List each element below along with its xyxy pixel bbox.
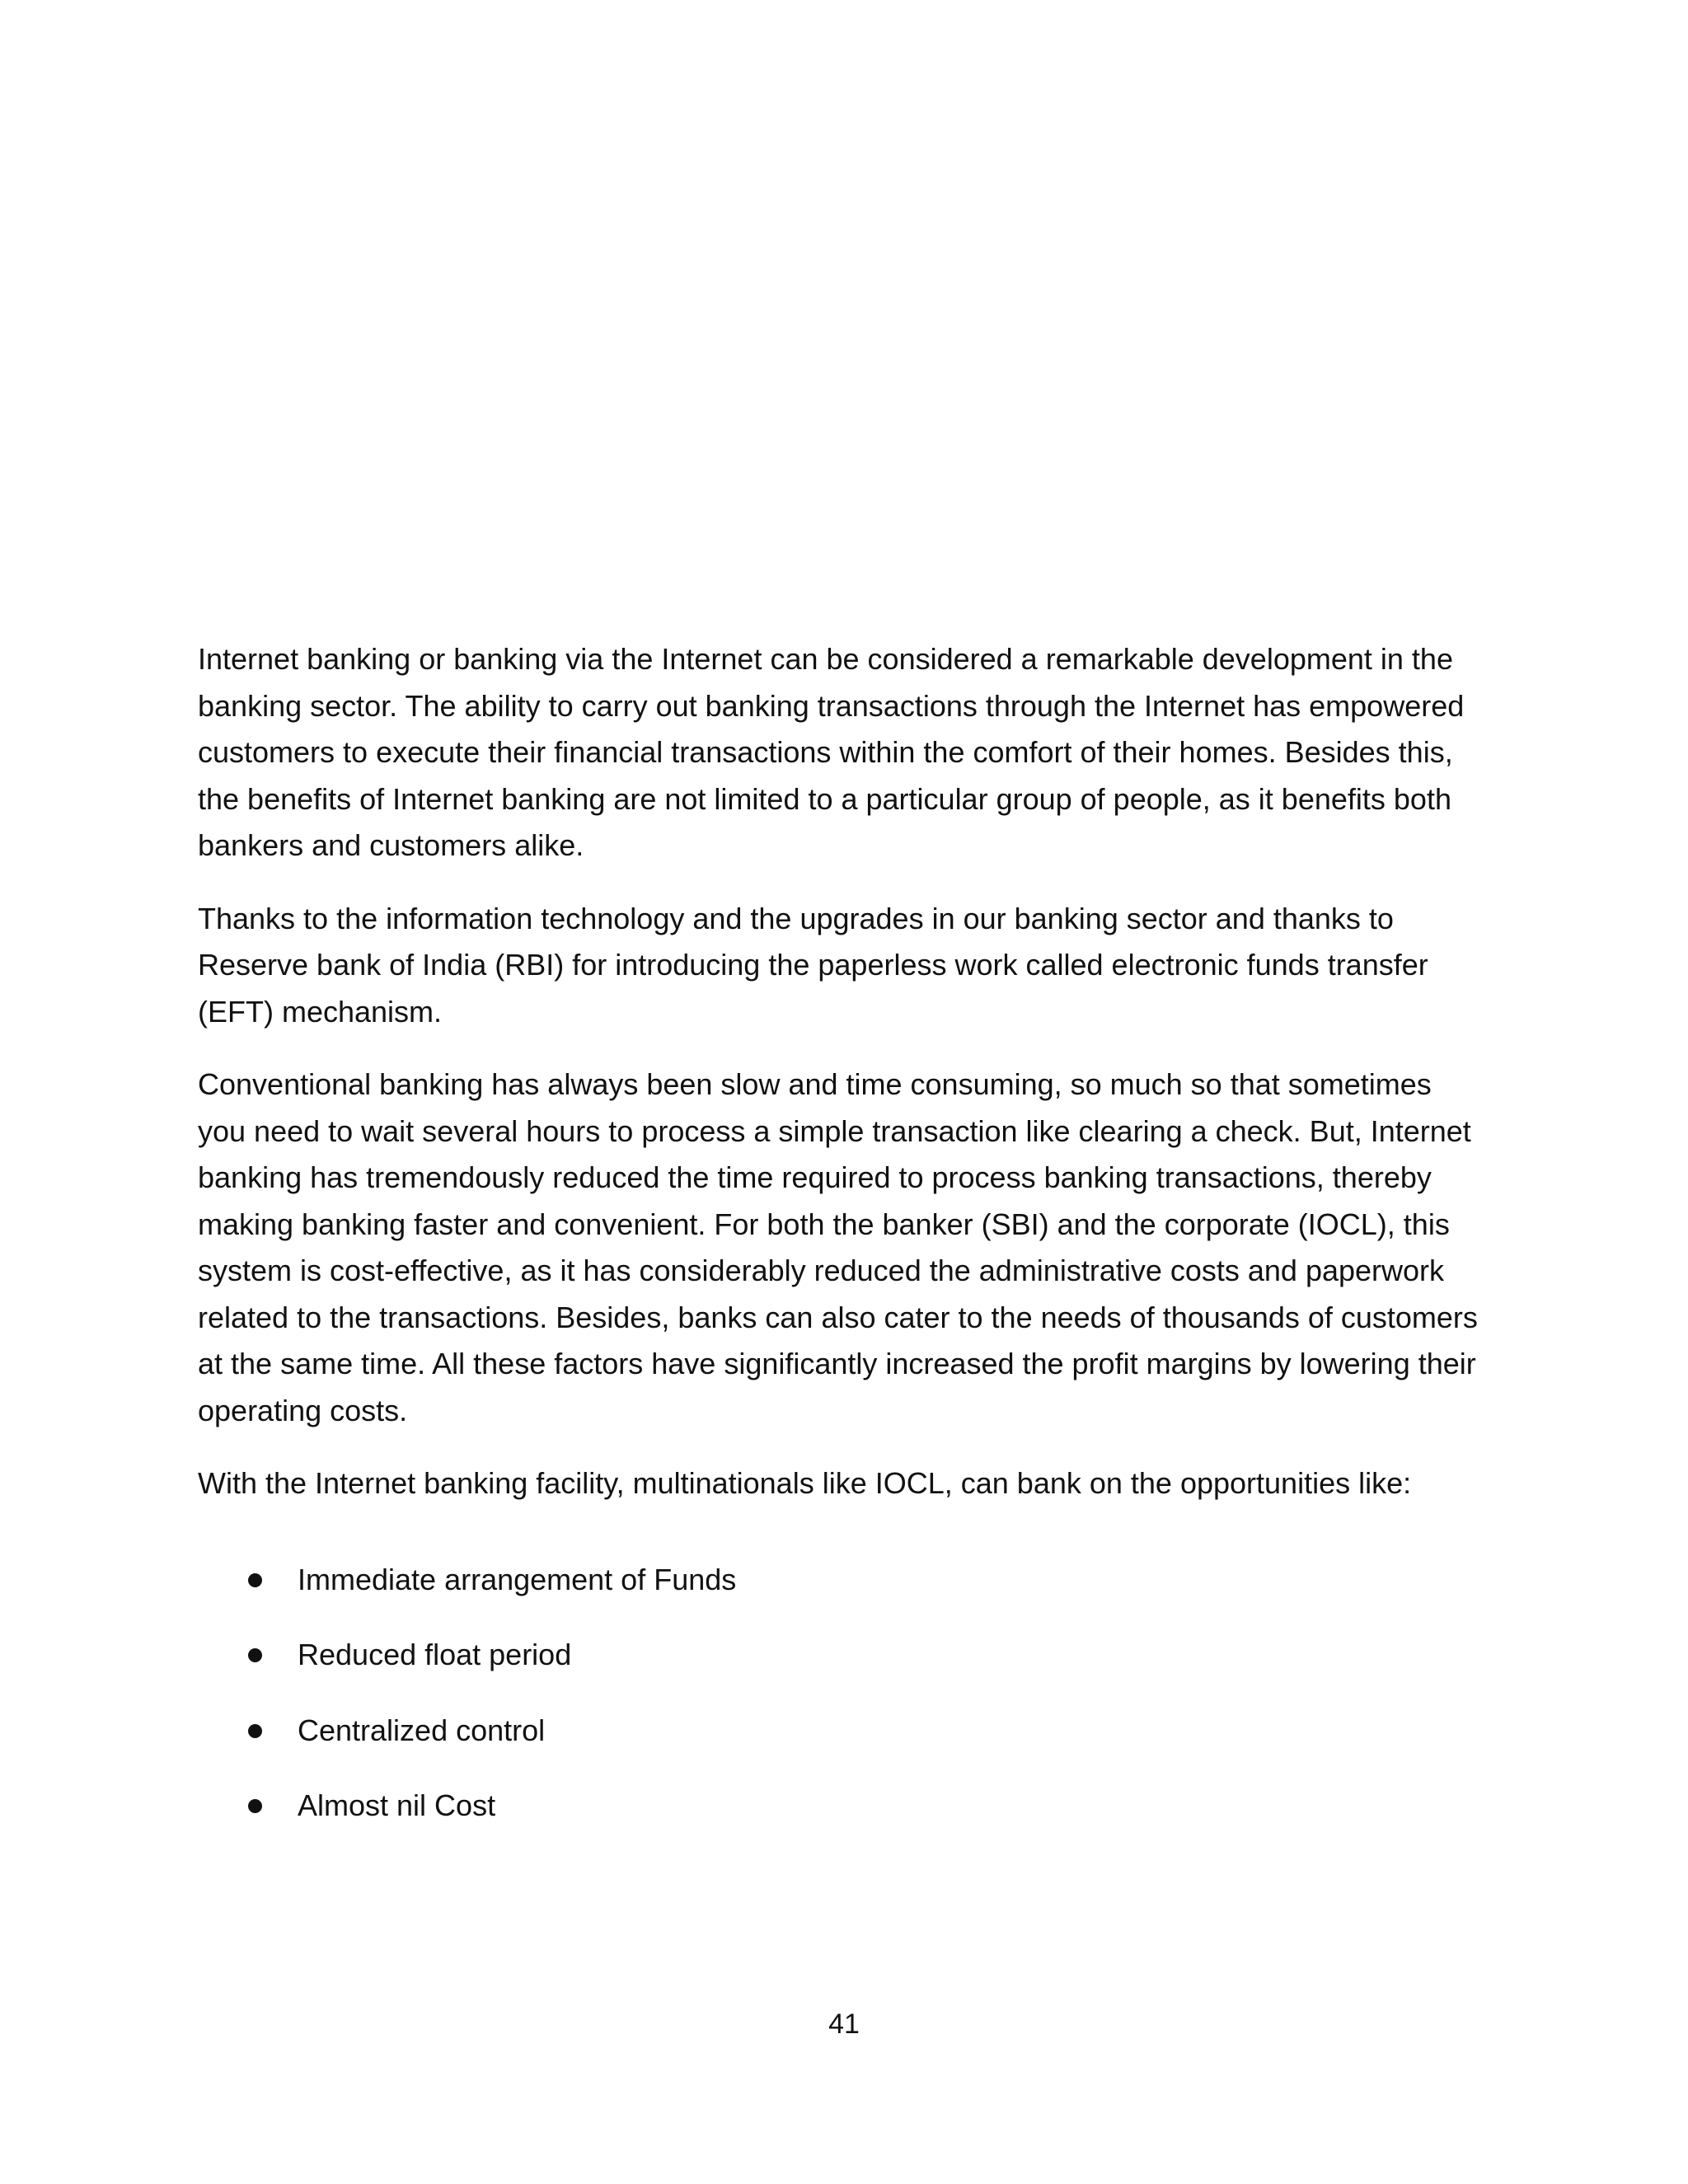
list-item	[198, 1557, 1484, 1603]
paragraph-conventional-banking: Conventional banking has always been slow and time consuming, so much so that sometimes you need to wait several hours to process a simple transaction like clearing a check. But, Internet banking has tremendously reduced the time required to process banking transactions, thereby making banking faster and convenient. For both the banker (SBI) and the corporate (IOCL), this system is cost-effective, as it has considerably reduced the administrative costs and paperwork related to the transactions. Besides, banks can also cater to the needs of thousands of customers at the same time. All these factors have significantly increased the profit margins by lowering their operating costs.	[198, 1067, 1478, 1427]
list-item-text: Reduced float period	[298, 1638, 572, 1671]
bullet-icon	[248, 1799, 262, 1813]
paragraph-internet-banking-intro: Internet banking or banking via the Internet can be considered a remarkable development in the banking sector. The ability to carry out banking transactions through the Internet has empowered customers to execute their financial transactions within the comfort of their homes. Besides this, the benefits of Internet banking are not limited to a particular group of people, as it benefits both bankers and customers alike.	[198, 642, 1465, 862]
paragraph-rbi-eft: Thanks to the information technology and the upgrades in our banking sector and thanks to Reserve bank of India (RBI) for introducing the paperless work called electronic funds transfer (EFT) mechanism.	[198, 901, 1428, 1029]
bullet-icon	[248, 1724, 262, 1738]
page-number: 41	[828, 2008, 860, 2040]
list-item	[198, 1708, 1484, 1754]
paragraph-opportunities-intro: With the Internet banking facility, multinationals like IOCL, can bank on the opportunities like:	[198, 1466, 1412, 1500]
bullet-icon	[248, 1573, 262, 1587]
list-item-text: Almost nil Cost	[298, 1788, 496, 1822]
bullet-icon	[248, 1648, 262, 1662]
page-body	[198, 636, 1484, 1858]
opportunities-list	[198, 1557, 1484, 1830]
list-item-text: Immediate arrangement of Funds	[298, 1562, 737, 1596]
list-item	[198, 1783, 1484, 1829]
list-item	[198, 1632, 1484, 1678]
list-item-text: Centralized control	[298, 1713, 546, 1747]
